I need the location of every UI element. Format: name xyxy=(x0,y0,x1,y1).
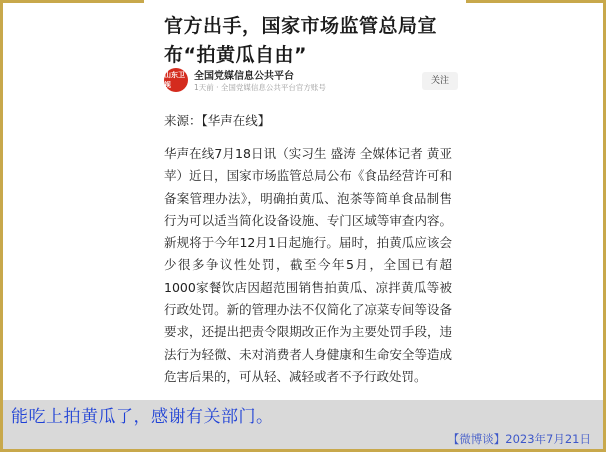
article-headline: 官方出手，国家市场监管总局宣布“拍黄瓜自由” xyxy=(164,15,438,66)
article-body: 华声在线7月18日讯（实习生 盛涛 全媒体记者 黄亚苹）近日，国家市场监管总局公布《食品经营许可和备案管理办法》，明确拍黄瓜、泡茶等简单食品制售行为可以适当简化设备设施、专门区域等审查内容。新规将于今年12月1日起施行。届时，拍黄瓜应该会少很多争议性处罚，截至今年5月，全国已有超1000家餐饮店因超范围销售拍黄瓜、凉拌黄瓜等被行政处罚。新的管理办法不仅简化了凉菜专间等设备要求，还提出把责令限期改正作为主要处罚手段，违法行为轻微、未对消费者人身健康和生命安全等造成危害后果的，可从轻、减轻或者不予行政处罚。 xyxy=(164,146,452,384)
footer-bar xyxy=(3,428,603,449)
article-screenshot xyxy=(144,0,466,400)
author-row xyxy=(164,66,452,96)
article-source: 来源：【华声在线】 xyxy=(164,113,271,128)
author-name[interactable]: 全国党媒信息公共平台 xyxy=(194,71,294,82)
author-meta: 1天前 · 全国党媒信息公共平台官方账号 xyxy=(194,83,326,92)
caption-text: 能吃上拍黄瓜了，感谢有关部门。 xyxy=(11,407,274,427)
follow-button[interactable]: 关注 xyxy=(422,72,458,90)
footer-credit: 【微博谈】2023年7月21日 xyxy=(447,432,591,446)
author-avatar[interactable]: 山东卫视 xyxy=(164,68,188,92)
caption-bar xyxy=(3,400,603,428)
